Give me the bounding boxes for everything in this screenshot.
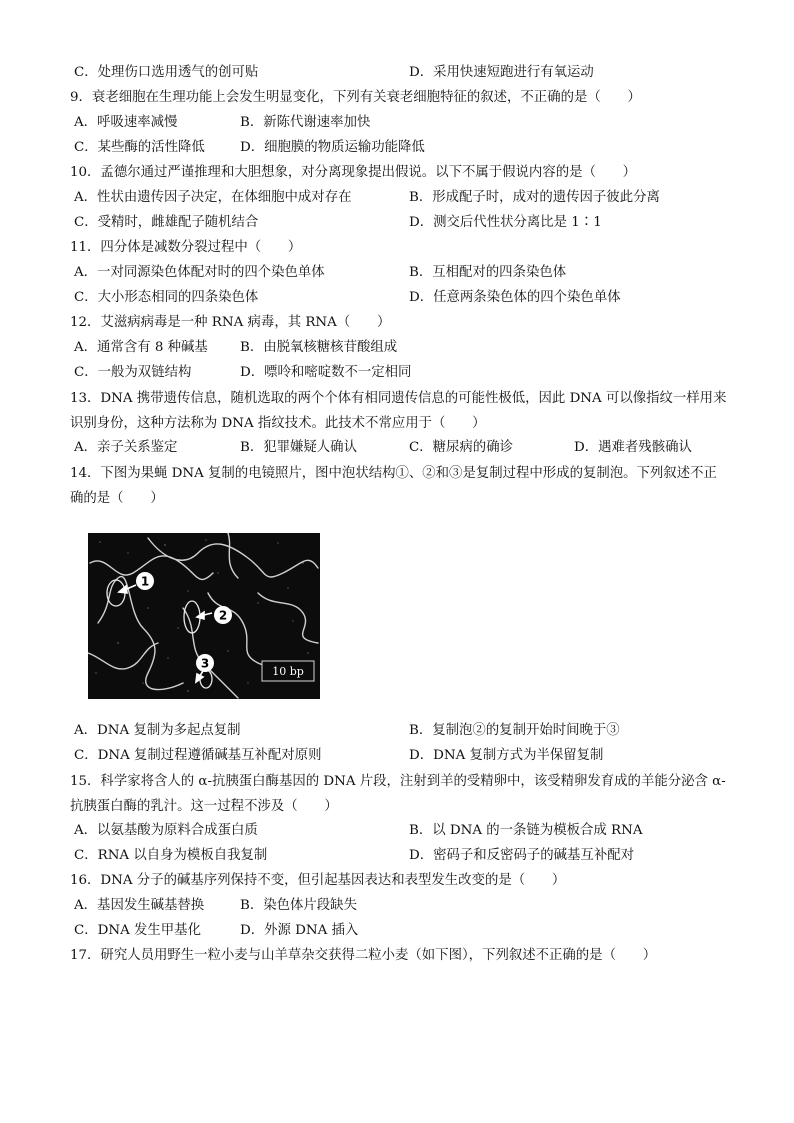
scale-bar: [262, 661, 314, 681]
q13-option-b: B．犯罪嫌疑人确认: [240, 440, 357, 455]
q11-option-d: D．任意两条染色体的四个染色单体: [409, 290, 621, 305]
q13-option-c: C．糖尿病的确诊: [409, 440, 513, 455]
q15-stem: 15．科学家将含人的 α-抗胰蛋白酶基因的 DNA 片段，注射到羊的受精卵中，该受精卵发育成的羊能分泌含 α-抗胰蛋白酶的乳汁。这一过程不涉及（ ）: [70, 774, 726, 814]
q13-option-a: A．亲子关系鉴定: [74, 440, 178, 455]
q11-option-a: A．一对同源染色体配对时的四个染色单体: [74, 265, 325, 280]
q10-stem: 10．孟德尔通过严谨推理和大胆想象，对分离现象提出假说。以下不属于假说内容的是（ ）: [70, 165, 637, 180]
q11-stem: 11．四分体是减数分裂过程中（ ）: [70, 240, 302, 255]
label-bubble-3: [196, 654, 214, 672]
q15-option-a: A．以氨基酸为原料合成蛋白质: [74, 823, 258, 838]
q11-option-b: B．互相配对的四条染色体: [409, 265, 567, 280]
q12-option-a: A．通常含有 8 种碱基: [74, 340, 208, 355]
q11-option-c: C．大小形态相同的四条染色体: [74, 290, 259, 305]
svg-text:3: 3: [200, 656, 210, 671]
q15-option-b: B．以 DNA 的一条链为模板合成 RNA: [409, 823, 643, 838]
q13-stem: 13．DNA 携带遗传信息，随机选取的两个个体有相同遗传信息的可能性极低，因此 DNA 可以像指纹一样用来识别身份，这种方法称为 DNA 指纹技术。此技术不常应用于（ ）: [70, 391, 727, 431]
q10-option-b: B．形成配子时，成对的遗传因子彼此分离: [409, 190, 660, 205]
q9-option-c: C．某些酶的活性降低: [74, 140, 205, 155]
label-bubble-1: [136, 572, 154, 590]
q16-stem: 16．DNA 分子的碱基序列保持不变，但引起基因表达和表型发生改变的是（ ）: [70, 873, 566, 888]
q16-option-b: B．染色体片段缺失: [240, 898, 357, 913]
q10-option-d: D．测交后代性状分离比是 1∶1: [409, 215, 602, 230]
q15-option-c: C．RNA 以自身为模板自我复制: [74, 848, 268, 863]
q9-option-d: D．细胞膜的物质运输功能降低: [240, 140, 425, 155]
svg-text:10 bp: 10 bp: [272, 665, 304, 678]
q14-option-a: A．DNA 复制为多起点复制: [74, 723, 241, 738]
q12-option-d: D．嘌呤和嘧啶数不一定相同: [240, 365, 412, 380]
q12-option-c: C．一般为双链结构: [74, 365, 192, 380]
q12-option-b: B．由脱氧核糖核苷酸组成: [240, 340, 398, 355]
q9-option-b: B．新陈代谢速率加快: [240, 115, 371, 130]
label-bubble-2: [214, 606, 232, 624]
q8-option-d: D．采用快速短跑进行有氧运动: [409, 65, 594, 80]
dna-replication-micrograph: [88, 533, 320, 699]
svg-text:1: 1: [140, 574, 150, 589]
q8-option-c: C．处理伤口选用透气的创可贴: [74, 65, 259, 80]
q9-option-a: A．呼吸速率减慢: [74, 115, 178, 130]
q10-option-c: C．受精时，雌雄配子随机结合: [74, 215, 259, 230]
q17-stem: 17．研究人员用野生一粒小麦与山羊草杂交获得二粒小麦（如下图），下列叙述不正确的是（ ）: [70, 948, 657, 963]
q16-option-a: A．基因发生碱基替换: [74, 898, 205, 913]
q12-stem: 12．艾滋病病毒是一种 RNA 病毒，其 RNA（ ）: [70, 315, 391, 330]
q10-option-a: A．性状由遗传因子决定，在体细胞中成对存在: [74, 190, 352, 205]
q14-option-c: C．DNA 复制过程遵循碱基互补配对原则: [74, 748, 322, 763]
q16-option-c: C．DNA 发生甲基化: [74, 923, 201, 938]
q14-option-d: D．DNA 复制方式为半保留复制: [409, 748, 604, 763]
q14-stem: 14．下图为果蝇 DNA 复制的电镜照片，图中泡状结构①、②和③是复制过程中形成的复制泡。下列叙述不正确的是（ ）: [70, 466, 717, 506]
q16-option-d: D．外源 DNA 插入: [240, 923, 359, 938]
q14-option-b: B．复制泡②的复制开始时间晚于③: [409, 723, 620, 738]
q13-option-d: D．遇难者残骸确认: [574, 440, 692, 455]
q15-option-d: D．密码子和反密码子的碱基互补配对: [409, 848, 634, 863]
q9-stem: 9．衰老细胞在生理功能上会发生明显变化，下列有关衰老细胞特征的叙述，不正确的是（ ）: [70, 90, 641, 105]
svg-text:2: 2: [218, 608, 228, 623]
